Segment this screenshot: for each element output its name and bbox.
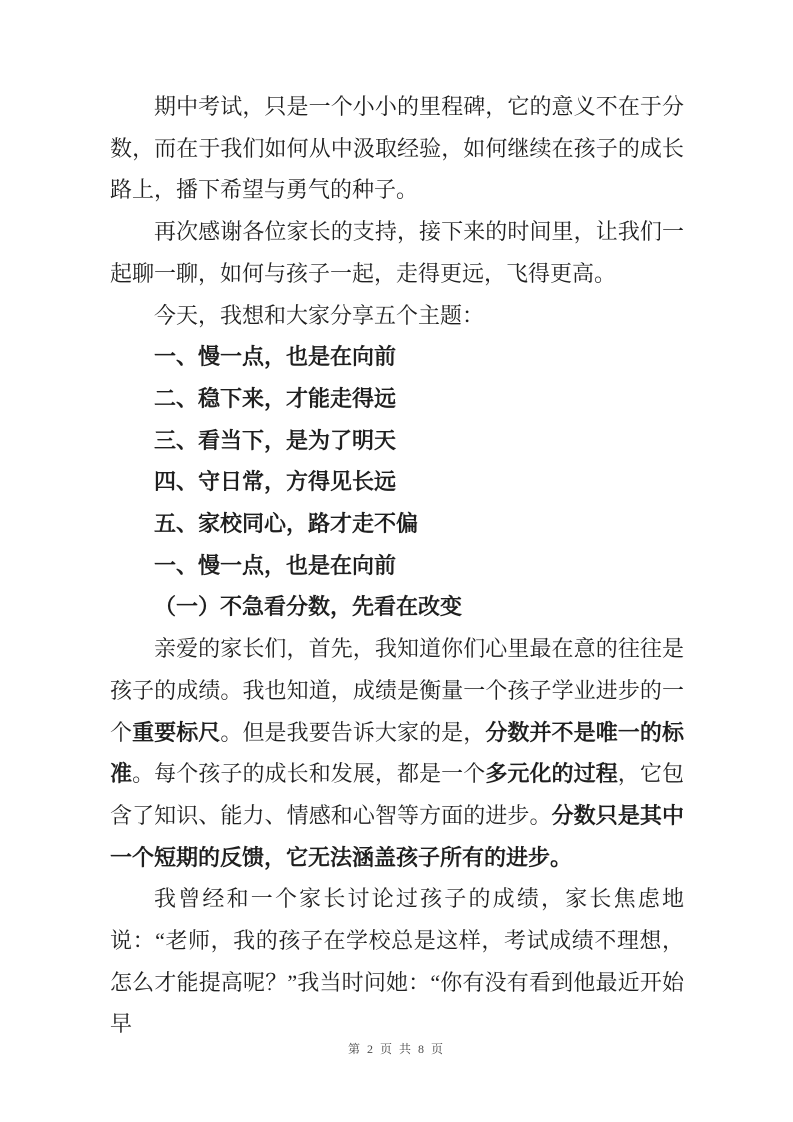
paragraph xyxy=(110,586,684,628)
paragraph xyxy=(110,378,684,420)
text-run: 。但是我要告诉大家的是， xyxy=(220,719,486,745)
bold-text-run: 一、慢一点，也是在向前 xyxy=(154,344,397,370)
text-run: 。每个孩子的成长和发展，都是一个 xyxy=(132,761,486,787)
paragraph xyxy=(110,211,684,294)
paragraph xyxy=(110,420,684,462)
paragraph xyxy=(110,295,684,337)
text-run: 我曾经和一个家长讨论过孩子的成绩，家长焦虑地说：“老师，我的孩子在学校总是这样，考试成绩不理想，怎么才能提高呢？”我当时问她：“你有没有看到他最近开始早 xyxy=(110,886,684,1037)
text-run: ，它包含了知识、能力、情感和心智等方面的进步。 xyxy=(110,761,684,828)
bold-text-run: 三、看当下，是为了明天 xyxy=(154,427,397,453)
text-run: 亲爱的家长们，首先，我知道你们心里最在意的往往是孩子的成绩。我也知道，成绩是衡量一个孩子学业进步的一个 xyxy=(110,636,684,745)
text-run: 今天，我想和大家分享五个主题： xyxy=(154,302,485,328)
bold-text-run: （一）不急看分数，先看在改变 xyxy=(154,594,463,620)
paragraph xyxy=(110,545,684,587)
bold-text-run: 多元化的过程 xyxy=(485,761,618,787)
paragraph xyxy=(110,461,684,503)
bold-text-run: 分数并不是唯一的标准 xyxy=(110,719,684,787)
bold-text-run: 分数只是其中一个短期的反馈，它无法涵盖孩子所有的进步。 xyxy=(110,802,684,870)
bold-text-run: 四、守日常，方得见长远 xyxy=(154,469,397,495)
text-run: 期中考试，只是一个小小的里程碑，它的意义不在于分数，而在于我们如何从中汲取经验，如何继续在孩子的成长路上，播下希望与勇气的种子。 xyxy=(110,94,684,203)
bold-text-run: 重要标尺 xyxy=(132,719,221,745)
bold-text-run: 五、家校同心，路才走不偏 xyxy=(154,511,419,537)
bold-text-run: 一、慢一点，也是在向前 xyxy=(154,552,397,578)
text-run: 再次感谢各位家长的支持，接下来的时间里，让我们一起聊一聊，如何与孩子一起，走得更远，飞得更高。 xyxy=(110,219,684,286)
paragraph xyxy=(110,628,684,878)
paragraph xyxy=(110,86,684,211)
paragraph xyxy=(110,878,684,1045)
bold-text-run: 二、稳下来，才能走得远 xyxy=(154,385,397,411)
document-body xyxy=(110,86,684,1045)
page-footer: 第 2 页 共 8 页 xyxy=(347,1042,445,1056)
paragraph xyxy=(110,336,684,378)
paragraph xyxy=(110,503,684,545)
